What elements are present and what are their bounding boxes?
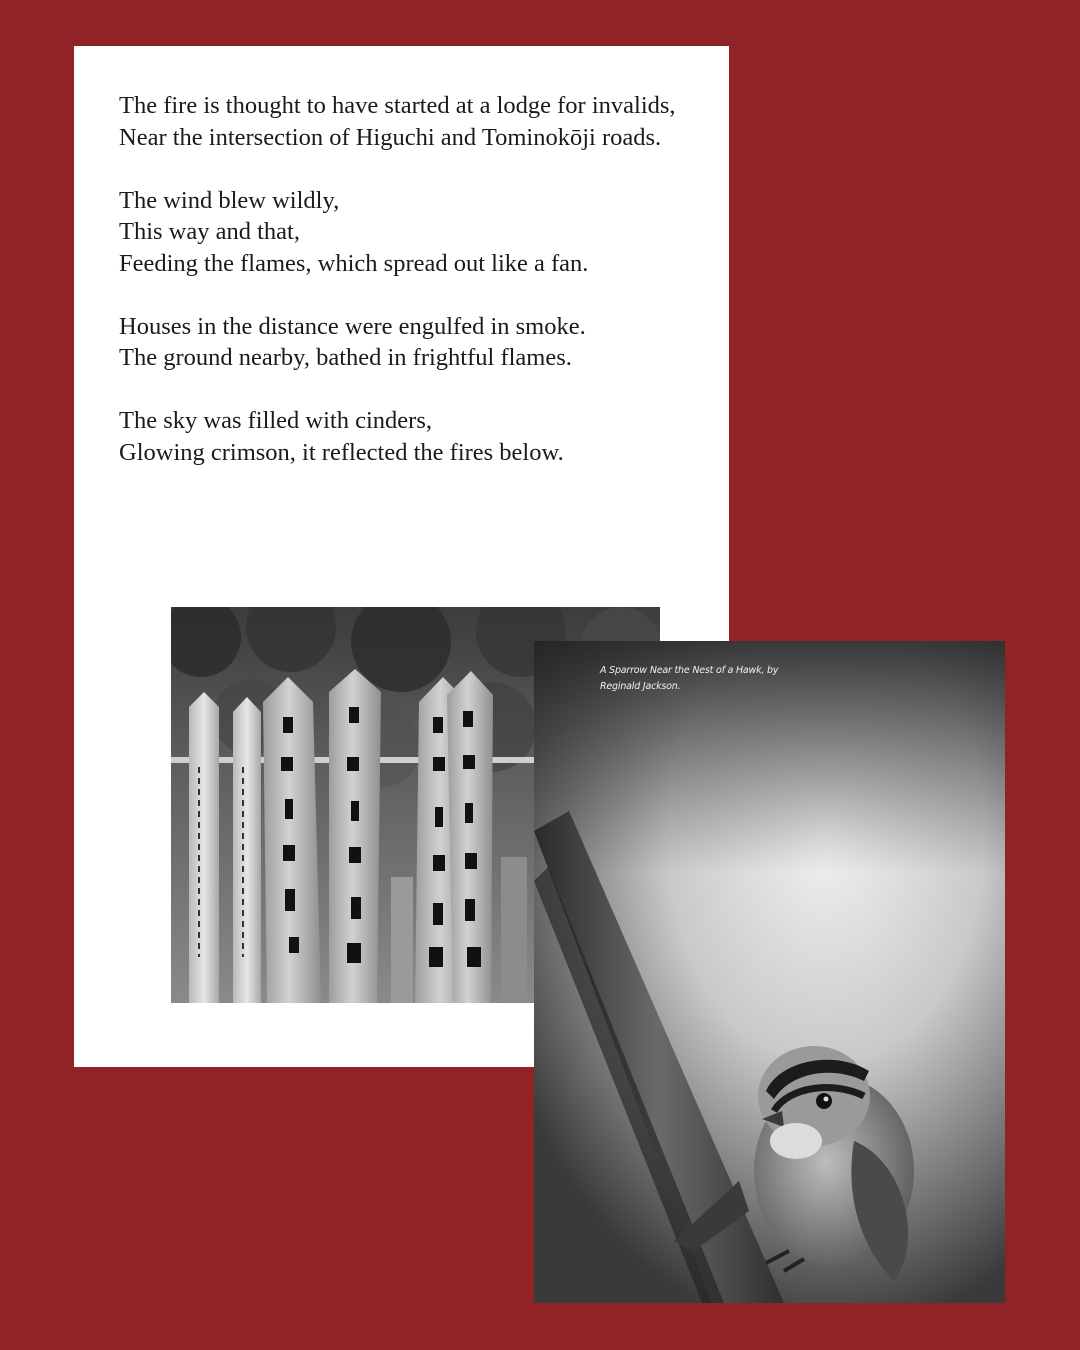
poem-line: Feeding the flames, which spread out like a fan. [119,249,589,277]
poem-line: The wind blew wildly, [119,186,340,214]
artwork-caption [600,663,860,695]
poem-line: Glowing crimson, it reflected the fires below. [119,438,564,466]
caption-line: Reginald Jackson. [600,681,681,692]
caption-line: A Sparrow Near the Nest of a Hawk, by [600,665,779,676]
poem-line: The ground nearby, bathed in frightful flames. [119,344,572,371]
poem-stanza-3 [119,311,719,374]
poem-stanza-1 [119,90,719,153]
poem-line: This way and that, [119,218,300,245]
poem-line: Houses in the distance were engulfed in smoke. [119,312,586,340]
poem [119,90,719,500]
poem-line: Near the intersection of Higuchi and Tominokōji roads. [119,123,662,151]
poem-line: The sky was filled with cinders, [119,407,432,434]
artwork-card [534,641,1005,1303]
poem-stanza-2 [119,185,719,280]
poem-stanza-4 [119,405,719,468]
poem-line: The fire is thought to have started at a lodge for invalids, [119,92,676,119]
sparrow-illustration [534,641,1005,1303]
